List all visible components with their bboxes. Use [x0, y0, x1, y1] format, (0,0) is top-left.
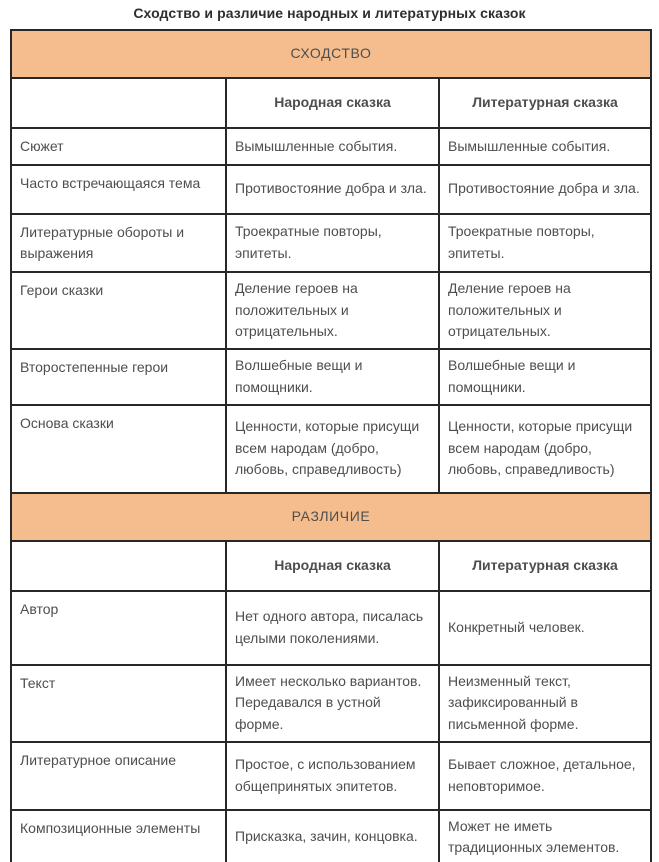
folk-tale-cell: Нет одного автора, писалась целыми поколениями.: [226, 591, 439, 665]
section-band-difference: РАЗЛИЧИЕ: [11, 493, 651, 541]
row-label: Герои сказки: [11, 272, 226, 349]
row-label: Второстепенные герои: [11, 349, 226, 404]
column-header-row: [11, 78, 651, 128]
column-header-folk-tale: Народная сказка: [226, 541, 439, 591]
column-header-literary-tale: Литературная сказка: [439, 78, 651, 128]
table-row: [11, 165, 651, 214]
folk-tale-cell: Ценности, которые присущи всем народам (добро, любовь, справедливость): [226, 405, 439, 493]
literary-tale-cell: Конкретный человек.: [439, 591, 651, 665]
table-row: [11, 591, 651, 665]
table-row: [11, 128, 651, 165]
literary-tale-cell: Противостояние добра и зла.: [439, 165, 651, 214]
table-row: [11, 214, 651, 272]
folk-tale-cell: Вымышленные события.: [226, 128, 439, 165]
folk-tale-cell: Противостояние добра и зла.: [226, 165, 439, 214]
column-header-row: [11, 541, 651, 591]
row-label: Сюжет: [11, 128, 226, 165]
folk-tale-cell: Имеет несколько вариантов. Передавался в устной форме.: [226, 665, 439, 742]
column-header-folk-tale: Народная сказка: [226, 78, 439, 128]
row-label: Часто встречающаяся тема: [11, 165, 226, 214]
row-label: Основа сказки: [11, 405, 226, 493]
table-row: [11, 272, 651, 349]
literary-tale-cell: Ценности, которые присущи всем народам (добро, любовь, справедливость): [439, 405, 651, 493]
row-label: Литературное описание: [11, 742, 226, 810]
table-row: [11, 665, 651, 742]
folk-tale-cell: Простое, с использованием общепринятых эпитетов.: [226, 742, 439, 810]
section-band-row: [11, 493, 651, 541]
folk-tale-cell: Присказка, зачин, концовка.: [226, 810, 439, 862]
row-label: Автор: [11, 591, 226, 665]
column-header-empty: [11, 78, 226, 128]
folk-tale-cell: Деление героев на положительных и отрицательных.: [226, 272, 439, 349]
folk-tale-cell: Троекратные повторы, эпитеты.: [226, 214, 439, 272]
literary-tale-cell: Может не иметь традиционных элементов.: [439, 810, 651, 862]
literary-tale-cell: Бывает сложное, детальное, неповторимое.: [439, 742, 651, 810]
column-header-literary-tale: Литературная сказка: [439, 541, 651, 591]
literary-tale-cell: Неизменный текст, зафиксированный в письменной форме.: [439, 665, 651, 742]
row-label: Композиционные элементы: [11, 810, 226, 862]
literary-tale-cell: Волшебные вещи и помощники.: [439, 349, 651, 404]
table-row: [11, 742, 651, 810]
table-row: [11, 349, 651, 404]
literary-tale-cell: Троекратные повторы, эпитеты.: [439, 214, 651, 272]
page-title: Сходство и различие народных и литературных сказок: [133, 5, 526, 21]
folk-tale-cell: Волшебные вещи и помощники.: [226, 349, 439, 404]
row-label: Текст: [11, 665, 226, 742]
literary-tale-cell: Вымышленные события.: [439, 128, 651, 165]
comparison-table: [10, 29, 652, 862]
column-header-empty: [11, 541, 226, 591]
literary-tale-cell: Деление героев на положительных и отрицательных.: [439, 272, 651, 349]
row-label: Литературные обороты и выражения: [11, 214, 226, 272]
table-row: [11, 810, 651, 862]
table-row: [11, 405, 651, 493]
section-band-similarity: СХОДСТВО: [11, 30, 651, 78]
section-band-row: [11, 30, 651, 78]
